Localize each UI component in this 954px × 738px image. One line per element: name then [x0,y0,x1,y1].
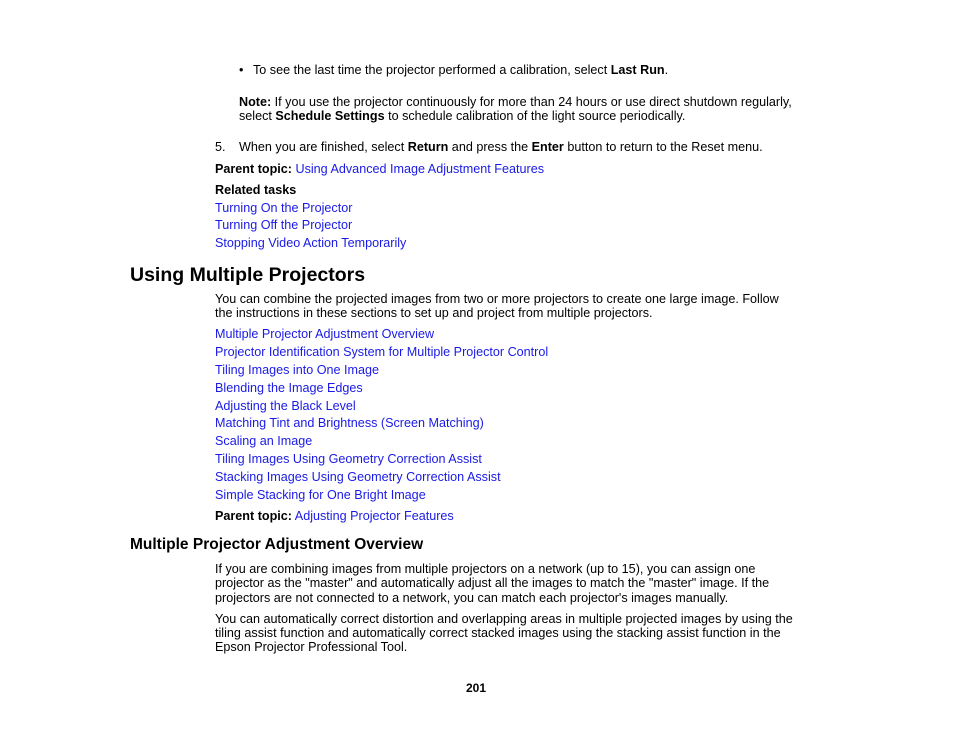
parent-topic: Parent topic: Using Advanced Image Adjustment Features [215,162,545,176]
step-number: 5. [215,140,226,154]
parent-topic-2: Parent topic: Adjusting Projector Features [215,509,454,523]
parent-topic-link-2[interactable]: Adjusting Projector Features [294,509,454,523]
link-blending-edges[interactable]: Blending the Image Edges [215,381,363,395]
link-tiling-images[interactable]: Tiling Images into One Image [215,363,380,377]
section-intro-line-1: You can combine the projected images from two or more projectors to create one large image. Follow [215,292,779,306]
section-heading-multiple-projectors: Using Multiple Projectors [130,264,366,286]
page-number: 201 [466,681,487,695]
link-black-level[interactable]: Adjusting the Black Level [215,399,356,413]
overview-p1-line-3: projectors are not connected to a network, you can match each projector's images manually. [215,591,729,605]
overview-p2-line-2: tiling assist function and automatically correct stacked images using the stacking assist function in the [215,626,781,640]
note-line-1: Note: If you use the projector continuously for more than 24 hours or use direct shutdown regularly, [239,95,792,109]
related-link-turning-on[interactable]: Turning On the Projector [215,201,353,215]
related-tasks-label: Related tasks [215,183,297,197]
link-simple-stacking[interactable]: Simple Stacking for One Bright Image [215,488,426,502]
related-link-turning-off[interactable]: Turning Off the Projector [215,218,353,232]
bullet-item: To see the last time the projector performed a calibration, select Last Run. [253,63,669,77]
link-tiling-geometry-assist[interactable]: Tiling Images Using Geometry Correction Assist [215,452,482,466]
related-link-stopping-video[interactable]: Stopping Video Action Temporarily [215,236,407,250]
overview-p1-line-2: projector as the "master" and automatically adjust all the images to match the "master" image. If the [215,576,770,590]
link-identification-system[interactable]: Projector Identification System for Multiple Projector Control [215,345,549,359]
link-screen-matching[interactable]: Matching Tint and Brightness (Screen Matching) [215,416,484,430]
step-text: When you are finished, select Return and press the Enter button to return to the Reset menu. [239,140,763,154]
bullet-marker: • [239,63,244,77]
section-heading-adjustment-overview: Multiple Projector Adjustment Overview [130,536,424,553]
link-scaling-image[interactable]: Scaling an Image [215,434,313,448]
overview-p2-line-1: You can automatically correct distortion and overlapping areas in multiple projected images by using the [215,612,793,626]
section-intro-line-2: the instructions in these sections to set up and project from multiple projectors. [215,306,653,320]
parent-topic-link[interactable]: Using Advanced Image Adjustment Features [295,162,545,176]
overview-p2-line-3: Epson Projector Professional Tool. [215,640,408,654]
link-adjustment-overview[interactable]: Multiple Projector Adjustment Overview [215,327,435,341]
link-stacking-geometry-assist[interactable]: Stacking Images Using Geometry Correction Assist [215,470,501,484]
note-line-2: select Schedule Settings to schedule calibration of the light source periodically. [239,109,686,123]
overview-p1-line-1: If you are combining images from multiple projectors on a network (up to 15), you can assign one [215,562,756,576]
